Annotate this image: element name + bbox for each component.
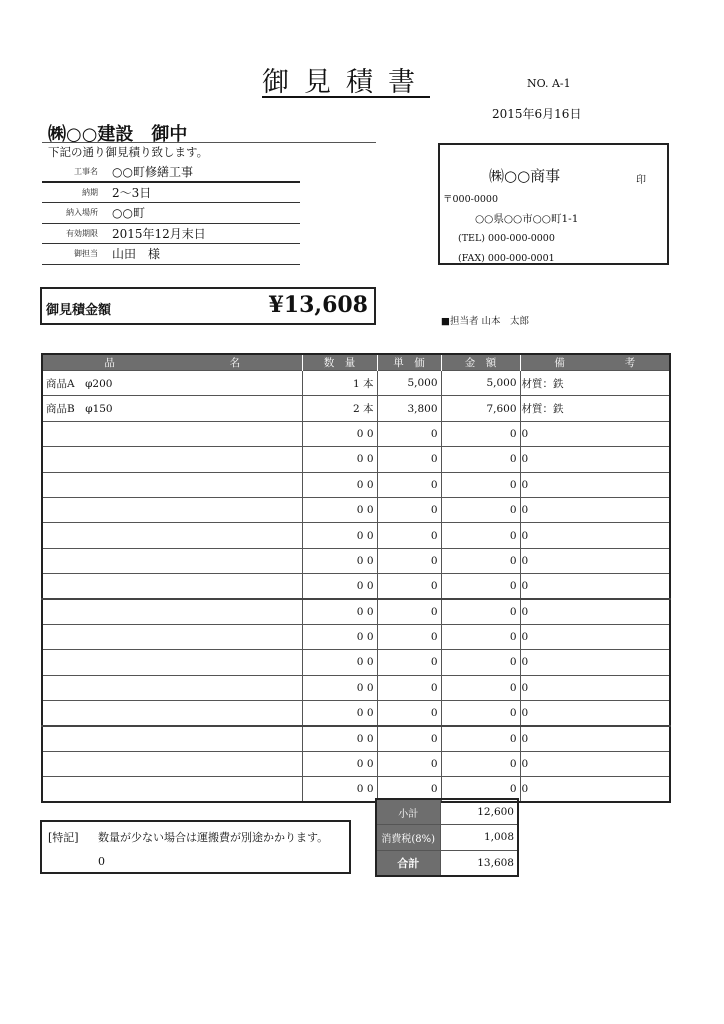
- cell-notes: 0: [520, 497, 670, 522]
- cell-quantity: 0 0: [302, 447, 377, 472]
- cell-item-name: [42, 675, 302, 700]
- total-row: [376, 850, 518, 876]
- cell-item-name: [42, 421, 302, 446]
- table-row: [42, 447, 670, 472]
- info-label: 工事名: [74, 166, 98, 176]
- table-row: [42, 624, 670, 649]
- cell-quantity: 0 0: [302, 726, 377, 751]
- cell-quantity: 0 0: [302, 777, 377, 802]
- table-row: [42, 751, 670, 776]
- table-header-row: [42, 354, 670, 371]
- cell-notes: 0: [520, 472, 670, 497]
- cell-quantity: 1 本: [302, 371, 377, 396]
- table-row: [42, 497, 670, 522]
- header-item-name: [42, 354, 302, 371]
- cell-unit-price: 0: [377, 777, 441, 802]
- cell-notes: 0: [520, 701, 670, 726]
- table-row: [42, 472, 670, 497]
- info-label: 有効期限: [66, 228, 98, 238]
- cell-item-name: [42, 701, 302, 726]
- tax-value: 1,008: [440, 825, 518, 851]
- cell-amount: 0: [441, 726, 520, 751]
- cell-amount: 0: [441, 650, 520, 675]
- cell-amount: 7,600: [441, 396, 520, 421]
- cell-amount: 0: [441, 624, 520, 649]
- cell-amount: 0: [441, 751, 520, 776]
- table-row: [42, 650, 670, 675]
- cell-amount: 0: [441, 523, 520, 548]
- cell-notes: 0: [520, 624, 670, 649]
- cell-amount: 0: [441, 701, 520, 726]
- totals-table: [375, 798, 519, 877]
- cell-unit-price: 0: [377, 523, 441, 548]
- cell-item-name: 商品B φ150: [42, 396, 302, 421]
- cell-amount: 0: [441, 574, 520, 599]
- cell-item-name: [42, 472, 302, 497]
- cell-quantity: 0 0: [302, 523, 377, 548]
- cell-unit-price: 0: [377, 675, 441, 700]
- info-row-contact: [42, 244, 300, 265]
- cell-item-name: [42, 497, 302, 522]
- cell-amount: 0: [441, 548, 520, 573]
- cell-notes: 材質：鉄: [520, 371, 670, 396]
- header-amount: 金 額: [441, 354, 520, 371]
- info-value: 山田 様: [112, 247, 161, 262]
- cell-item-name: [42, 624, 302, 649]
- cell-quantity: 0 0: [302, 599, 377, 624]
- cell-amount: 0: [441, 599, 520, 624]
- cell-item-name: [42, 650, 302, 675]
- table-row: [42, 421, 670, 446]
- cell-unit-price: 0: [377, 421, 441, 446]
- table-row: [42, 548, 670, 573]
- issue-date: 2015年6月16日: [492, 107, 582, 121]
- header-name-char: 名: [229, 357, 241, 369]
- subtotal-row: [376, 799, 518, 825]
- table-row: [42, 675, 670, 700]
- cell-notes: 0: [520, 523, 670, 548]
- info-value: 2015年12月末日: [112, 226, 206, 241]
- cell-quantity: 0 0: [302, 574, 377, 599]
- total-value: 13,608: [440, 850, 518, 876]
- info-value: ○○町修繕工事: [112, 164, 193, 179]
- cell-amount: 0: [441, 421, 520, 446]
- cell-unit-price: 0: [377, 650, 441, 675]
- document-number: NO. A-1: [527, 77, 571, 90]
- tax-label: 消費税(8%): [376, 825, 440, 851]
- items-table: [41, 353, 671, 803]
- cell-item-name: [42, 447, 302, 472]
- remarks-text: 数量が少ない場合は運搬費が別途かかります。: [98, 831, 329, 844]
- cell-quantity: 0 0: [302, 421, 377, 446]
- cell-unit-price: 0: [377, 751, 441, 776]
- table-row: [42, 777, 670, 802]
- cell-notes: 0: [520, 447, 670, 472]
- cell-item-name: [42, 599, 302, 624]
- total-label: 合計: [376, 850, 440, 876]
- cell-item-name: [42, 751, 302, 776]
- seal-mark: 印: [636, 175, 646, 186]
- header-notes: [520, 354, 670, 371]
- table-row: [42, 371, 670, 396]
- cell-quantity: 0 0: [302, 650, 377, 675]
- info-row-location: [42, 203, 300, 224]
- quote-amount-label: 御見積金額: [46, 303, 112, 318]
- person-in-charge: ■担当者 山本 太郎: [441, 316, 529, 327]
- subtotal-label: 小計: [376, 799, 440, 825]
- info-label: 御担当: [74, 249, 98, 259]
- info-row-project: [42, 162, 300, 183]
- header-name-char: 品: [104, 357, 115, 369]
- table-row: [42, 574, 670, 599]
- cell-notes: 0: [520, 599, 670, 624]
- cell-item-name: 商品A φ200: [42, 371, 302, 396]
- sender-zip: 〒000-0000: [443, 194, 499, 205]
- cell-amount: 0: [441, 447, 520, 472]
- cell-unit-price: 0: [377, 447, 441, 472]
- cell-item-name: [42, 777, 302, 802]
- cell-quantity: 2 本: [302, 396, 377, 421]
- tax-row: [376, 825, 518, 851]
- cell-notes: 0: [520, 548, 670, 573]
- sender-box: [438, 143, 669, 265]
- cell-quantity: 0 0: [302, 751, 377, 776]
- cell-notes: 0: [520, 751, 670, 776]
- recipient-divider: [42, 142, 376, 143]
- table-row: [42, 523, 670, 548]
- remarks-label: [特記]: [48, 831, 79, 844]
- cell-notes: 0: [520, 726, 670, 751]
- cell-quantity: 0 0: [302, 675, 377, 700]
- quote-amount-box: [40, 287, 376, 325]
- cell-unit-price: 0: [377, 726, 441, 751]
- cell-unit-price: 0: [377, 624, 441, 649]
- info-label: 納期: [82, 187, 98, 197]
- cell-amount: 0: [441, 675, 520, 700]
- cell-item-name: [42, 548, 302, 573]
- cell-unit-price: 3,800: [377, 396, 441, 421]
- table-row: [42, 701, 670, 726]
- table-row: [42, 726, 670, 751]
- cell-unit-price: 0: [377, 701, 441, 726]
- project-info-table: [42, 162, 300, 265]
- info-value: 2～3日: [112, 185, 152, 200]
- cell-unit-price: 0: [377, 497, 441, 522]
- cell-item-name: [42, 726, 302, 751]
- subtotal-value: 12,600: [440, 799, 518, 825]
- cell-amount: 0: [441, 472, 520, 497]
- cell-notes: 0: [520, 574, 670, 599]
- cell-amount: 5,000: [441, 371, 520, 396]
- recipient-name: ㈱○○建設 御中: [48, 124, 188, 145]
- items-body: [42, 371, 670, 803]
- cell-notes: 0: [520, 675, 670, 700]
- greeting-text: 下記の通り御見積り致します。: [48, 145, 209, 159]
- header-quantity: 数 量: [302, 354, 377, 371]
- cell-notes: 0: [520, 421, 670, 446]
- header-notes-char: 考: [624, 357, 636, 369]
- sender-fax: (FAX) 000-000-0001: [458, 253, 555, 264]
- cell-amount: 0: [441, 497, 520, 522]
- info-row-delivery: [42, 183, 300, 204]
- cell-amount: 0: [441, 777, 520, 802]
- cell-unit-price: 0: [377, 599, 441, 624]
- table-row: [42, 396, 670, 421]
- remarks-extra: 0: [98, 855, 105, 868]
- document-title: 御見積書: [262, 67, 430, 98]
- cell-notes: 材質：鉄: [520, 396, 670, 421]
- cell-unit-price: 0: [377, 574, 441, 599]
- remarks-box: [40, 820, 351, 874]
- info-value: ○○町: [112, 206, 145, 221]
- cell-quantity: 0 0: [302, 548, 377, 573]
- cell-item-name: [42, 523, 302, 548]
- header-unit-price: 単 価: [377, 354, 441, 371]
- cell-quantity: 0 0: [302, 701, 377, 726]
- sender-company: ㈱○○商事: [489, 167, 561, 185]
- cell-quantity: 0 0: [302, 624, 377, 649]
- cell-unit-price: 0: [377, 548, 441, 573]
- quote-amount-value: ¥13,608: [268, 292, 368, 318]
- cell-notes: 0: [520, 650, 670, 675]
- cell-notes: 0: [520, 777, 670, 802]
- sender-tel: (TEL) 000-000-0000: [458, 233, 555, 244]
- info-row-expiry: [42, 224, 300, 245]
- sender-address: ○○県○○市○○町1-1: [475, 213, 579, 225]
- cell-item-name: [42, 574, 302, 599]
- cell-unit-price: 0: [377, 472, 441, 497]
- table-row: [42, 599, 670, 624]
- cell-unit-price: 5,000: [377, 371, 441, 396]
- info-label: 納入場所: [66, 208, 98, 218]
- cell-quantity: 0 0: [302, 497, 377, 522]
- header-notes-char: 備: [554, 357, 565, 369]
- cell-quantity: 0 0: [302, 472, 377, 497]
